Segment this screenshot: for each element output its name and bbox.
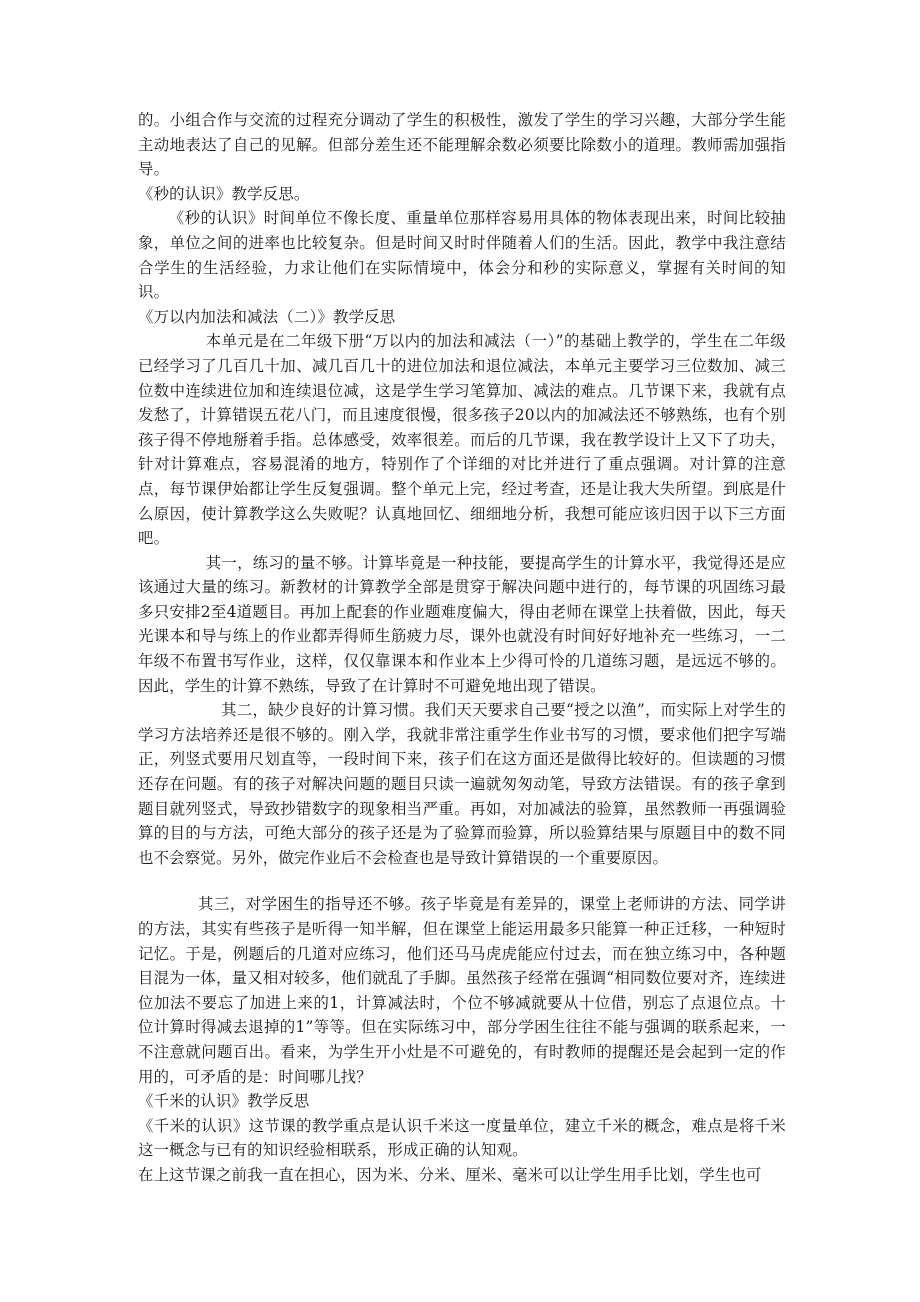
section-heading-kilometer: 《千米的认识》教学反思 (138, 1092, 310, 1111)
blank-line (138, 870, 786, 892)
paragraph-reason-one: 其一，练习的量不够。计算毕竟是一种技能，要提高学生的计算水平，我觉得还是应该通过大量的练习。新教材的计算教学全部是贯穿于解决问题中进行的，每节课的巩固练习最多只安排2至4道题目。再加上配套的作业题难度偏大，得由老师在课堂上扶着做，因此，每天光课本和导与练上的作业都弄得师生筋疲力尽，课外也就没有时间好好地补充一些练习，一二年级不布置书写作业，这样，仅仅靠课本和作业本上少得可怜的几道练习题，是远远不够的。因此，学生的计算不熟练，导致了在计算时不可避免地出现了错误。 (138, 553, 786, 695)
paragraph-unit-overview: 本单元是在二年级下册“万以内的加法和减法（一）”的基础上教学的，学生在二年级已经学习了几百几十加、减几百几十的进位加法和退位减法，本单元主要学习三位数加、减三位数中连续进位加和连续退位减，这是学生学习笔算加、减法的难点。几节课下来，我就有点发愁了，计算错误五花八门，而且速度很慢，很多孩子20以内的加减法还不够熟练，也有个别孩子得不停地掰着手指。总体感受，效率很差。而后的几节课，我在教学设计上又下了功夫，针对计算难点，容易混淆的地方，特别作了个详细的对比并进行了重点强调。对计算的注意点，每节课伊始都让学生反复强调。整个单元上完，经过考查，还是让我大失所望。到底是什么原因，使计算教学这么失败呢？认真地回忆、细细地分析，我想可能应该归因于以下三方面吧。 (138, 332, 786, 548)
paragraph-kilometer-focus: 《千米的认识》这节课的教学重点是认识千米这一度量单位，建立千米的概念，难点是将千米这一概念与已有的知识经验相联系，形成正确的认知观。 (138, 1116, 786, 1160)
section-heading-addition-subtraction: 《万以内加法和减法（二）》教学反思 (138, 307, 396, 326)
section-heading-seconds: 《秒的认识》教学反思。 (138, 184, 310, 203)
paragraph-reason-two: 其二，缺少良好的计算习惯。我们天天要求自己要“授之以渔”，而实际上对学生的学习方法培养还是很不够的。刚入学，我就非常注重学生作业书写的习惯，要求他们把字写端正，列竖式要用尺划直等，一段时间下来，孩子们在这方面还是做得比较好的。但读题的习惯还存在问题。有的孩子对解决问题的题目只读一遍就匆匆动笔，导致方法错误。有的孩子拿到题目就列竖式，导致抄错数字的现象相当严重。再如，对加减法的验算，虽然教师一再强调验算的目的与方法，可绝大部分的孩子还是为了验算而验算，所以验算结果与原题目中的数不同也不会察觉。另外，做完作业后不会检查也是导致计算错误的一个重要原因。 (138, 701, 786, 867)
document-page (138, 108, 786, 1188)
paragraph-seconds-reflection: 《秒的认识》时间单位不像长度、重量单位那样容易用具体的物体表现出来，时间比较抽象，单位之间的进率也比较复杂。但是时间又时时伴随着人们的生活。因此，教学中我注意结合学生的生活经验，力求让他们在实际情境中，体会分和秒的实际意义，掌握有关时间的知识。 (138, 209, 786, 302)
paragraph-intro-continued: 的。小组合作与交流的过程充分调动了学生的积极性，激发了学生的学习兴趣，大部分学生能主动地表达了自己的见解。但部分差生还不能理解余数必须要比除数小的道理。教师需加强指导。 (138, 111, 786, 179)
paragraph-reason-three: 其三，对学困生的指导还不够。孩子毕竟是有差异的，课堂上老师讲的方法、同学讲的方法，其实有些孩子是听得一知半解，但在课堂上能运用最多只能算一种正迁移，一种短时记忆。于是，例题后的几道对应练习，他们还马马虎虎能应付过去，而在独立练习中，各种题目混为一体，量又相对较多，他们就乱了手脚。虽然孩子经常在强调“相同数位要对齐，连续进位加法不要忘了加进上来的1，计算减法时，个位不够减就要从十位借，别忘了点退位点。十位计算时得减去退掉的1”等等。但在实际练习中，部分学困生往往不能与强调的联系起来，一不注意就问题百出。看来，为学生开小灶是不可避免的，有时教师的提醒还是会起到一定的作用的，可矛盾的是：时间哪儿找？ (138, 895, 786, 1086)
paragraph-kilometer-concern: 在上这节课之前我一直在担心，因为米、分米、厘米、毫米可以让学生用手比划，学生也可 (138, 1165, 762, 1184)
